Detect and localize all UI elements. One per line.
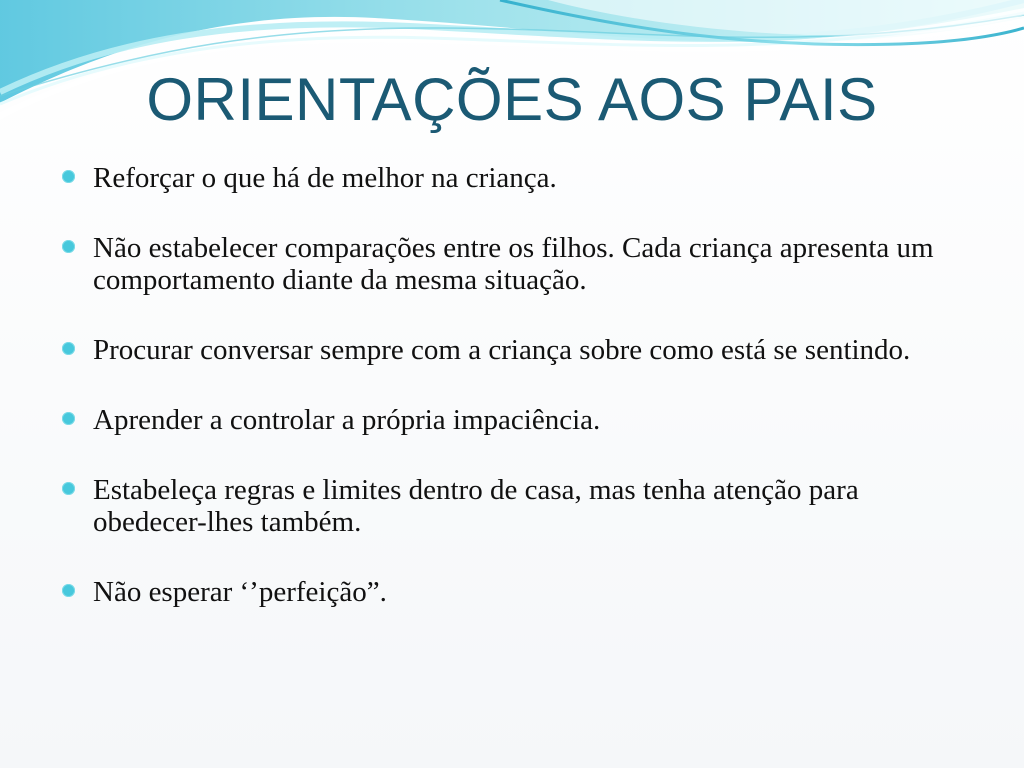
bullet-text: Procurar conversar sempre com a criança sobre como está se sentindo. (93, 334, 911, 366)
bullet-icon (62, 240, 75, 253)
bullet-list (60, 162, 960, 646)
bullet-text: Aprender a controlar a própria impaciência. (93, 404, 601, 436)
bullet-icon (62, 482, 75, 495)
bullet-icon (62, 342, 75, 355)
list-item (60, 404, 960, 436)
list-item (60, 162, 960, 194)
bullet-text: Estabeleça regras e limites dentro de casa, mas tenha atenção para obedecer-lhes também. (93, 474, 859, 538)
bullet-text: Não estabelecer comparações entre os filhos. Cada criança apresenta um comportamento diante da mesma situação. (93, 232, 934, 296)
list-item (60, 474, 960, 538)
bullet-text: Reforçar o que há de melhor na criança. (93, 162, 557, 194)
bullet-icon (62, 170, 75, 183)
list-item (60, 232, 960, 296)
list-item (60, 576, 960, 608)
bullet-icon (62, 584, 75, 597)
page-title: ORIENTAÇÕES AOS PAIS (146, 66, 878, 133)
bullet-icon (62, 412, 75, 425)
bullet-text: Não esperar ‘’perfeição”. (93, 576, 387, 608)
list-item (60, 334, 960, 366)
